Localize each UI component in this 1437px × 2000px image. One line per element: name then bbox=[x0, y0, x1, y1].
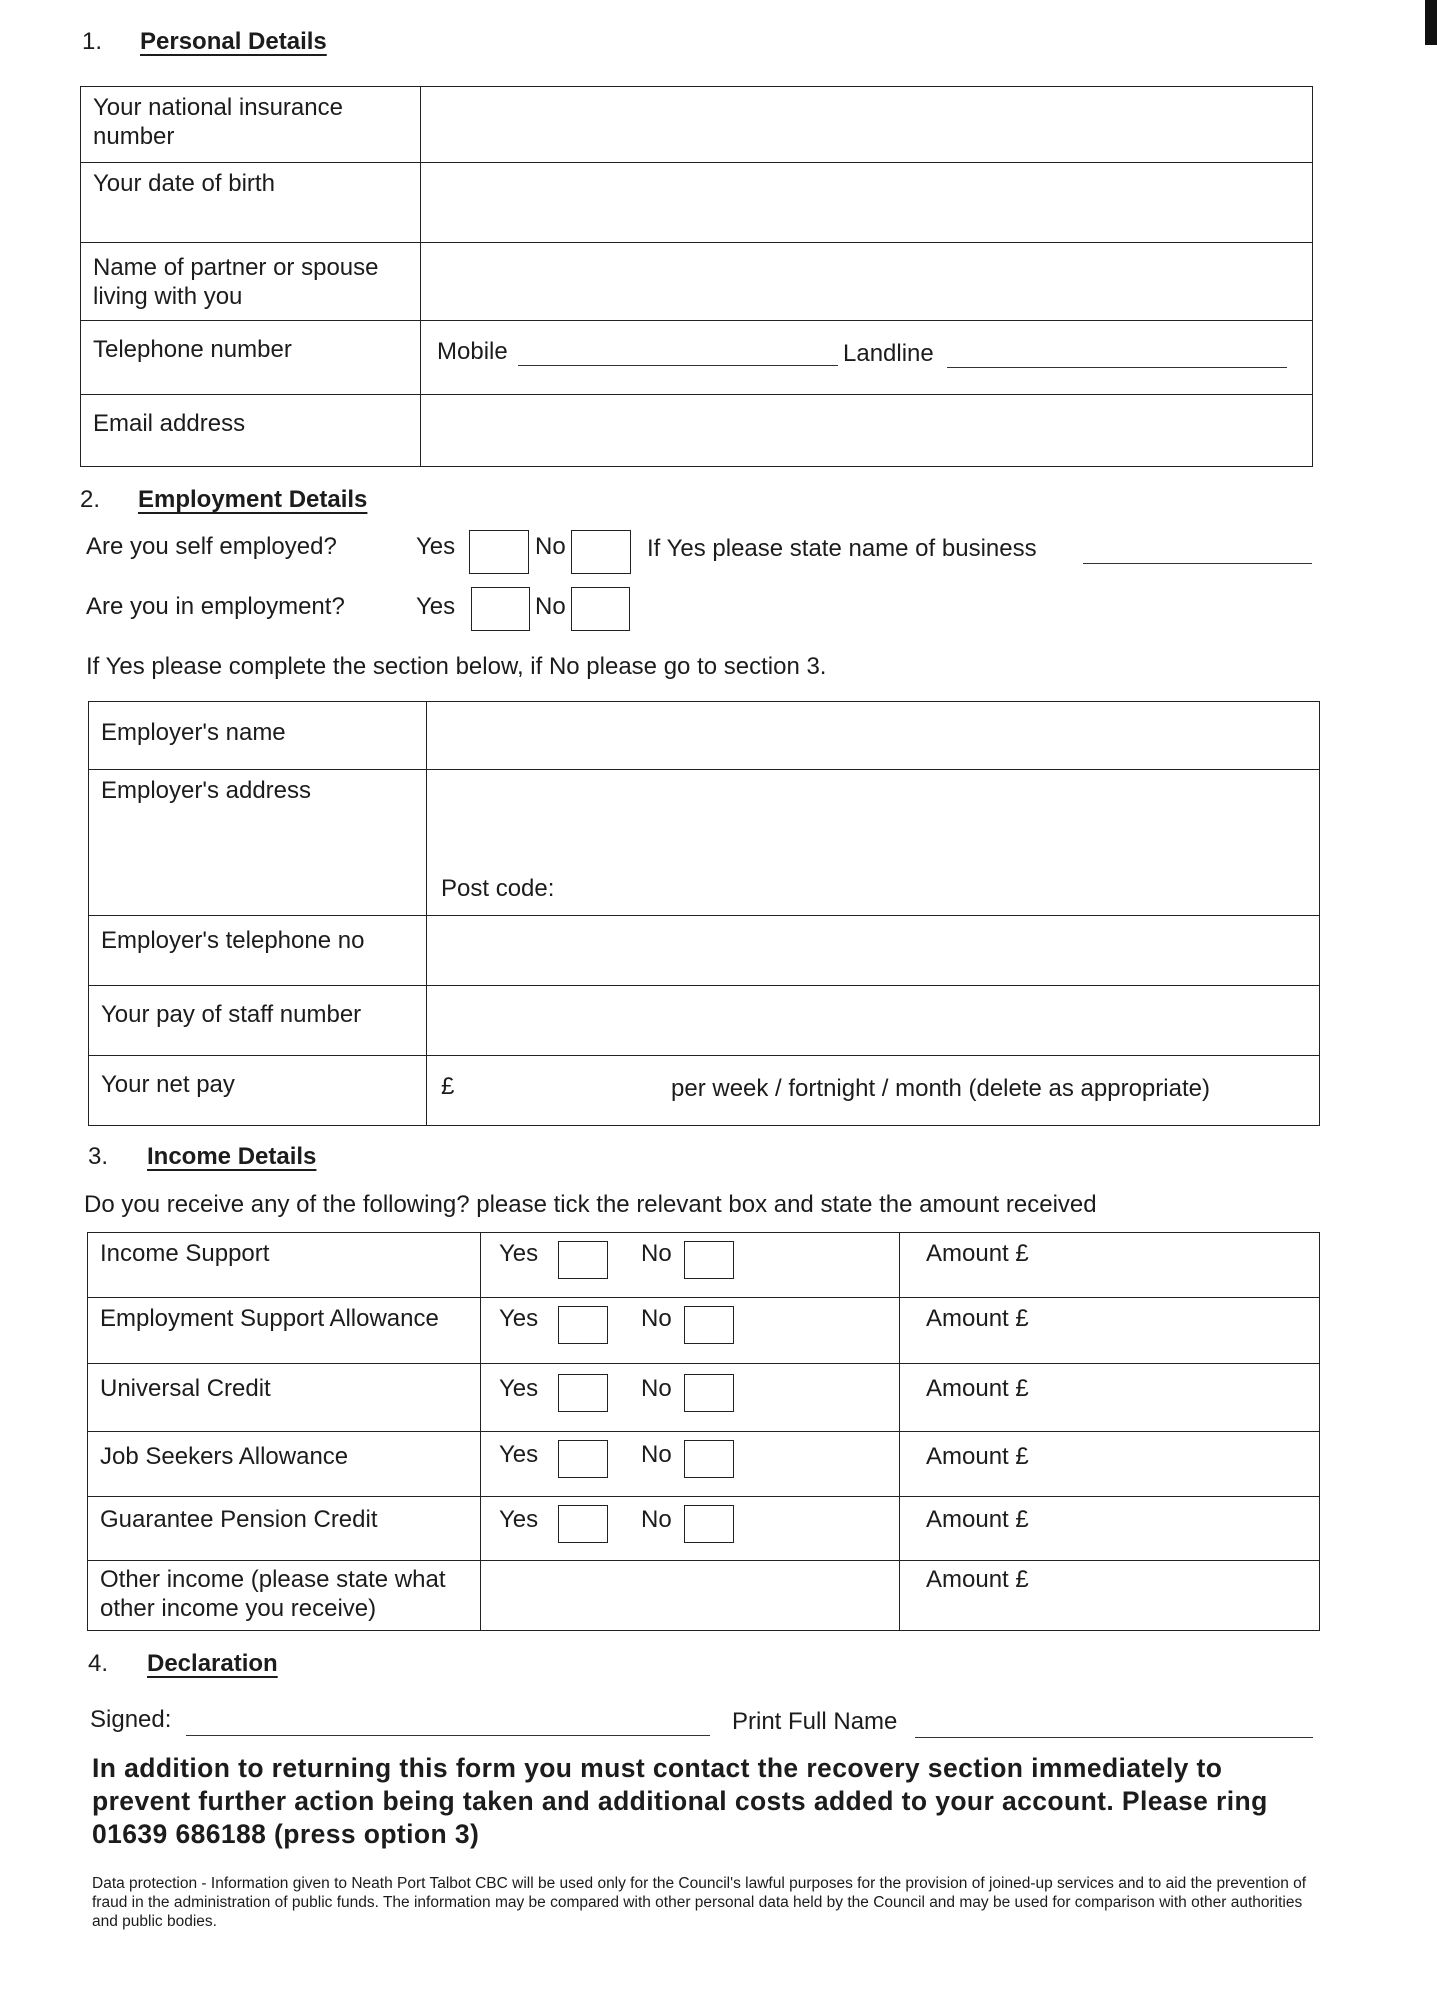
in-employment-yes-checkbox[interactable] bbox=[471, 587, 530, 631]
print-name-field[interactable] bbox=[915, 1737, 1313, 1738]
amount-label: Amount £ bbox=[926, 1506, 1029, 1533]
email-field[interactable] bbox=[421, 395, 1313, 467]
income-no-checkbox[interactable] bbox=[684, 1505, 734, 1543]
currency-symbol: £ bbox=[441, 1073, 455, 1100]
dob-field[interactable] bbox=[421, 163, 1313, 243]
mobile-label: Mobile bbox=[437, 338, 508, 365]
self-employed-question: Are you self employed? bbox=[86, 533, 337, 560]
income-row-label: Employment Support Allowance bbox=[88, 1298, 481, 1364]
income-amount-cell[interactable] bbox=[900, 1497, 1320, 1561]
signature-field[interactable] bbox=[186, 1735, 710, 1736]
section-4-number: 4. bbox=[88, 1650, 109, 1677]
landline-field[interactable] bbox=[947, 367, 1287, 368]
income-no-label: No bbox=[641, 1305, 672, 1332]
signed-label: Signed: bbox=[90, 1706, 172, 1733]
business-name-prompt: If Yes please state name of business bbox=[647, 535, 1037, 562]
income-row-label: Job Seekers Allowance bbox=[88, 1432, 481, 1497]
income-no-checkbox[interactable] bbox=[684, 1374, 734, 1412]
income-row bbox=[88, 1497, 1320, 1561]
self-employed-yes-label: Yes bbox=[416, 533, 456, 560]
scan-edge-mark bbox=[1425, 0, 1437, 45]
amount-label: Amount £ bbox=[926, 1305, 1029, 1332]
net-pay-label: Your net pay bbox=[89, 1056, 427, 1126]
income-amount-cell[interactable] bbox=[900, 1432, 1320, 1497]
net-pay-cell[interactable] bbox=[427, 1056, 1320, 1126]
contact-notice: In addition to returning this form you must contact the recovery section immediately to prevent further action being taken and additional costs added to your account. Please ring 01639 686188 (press option 3) bbox=[92, 1753, 1268, 1849]
in-employment-no-checkbox[interactable] bbox=[571, 587, 630, 631]
income-amount-cell[interactable] bbox=[900, 1298, 1320, 1364]
income-yes-label: Yes bbox=[499, 1506, 539, 1533]
section-4-title: Declaration bbox=[147, 1650, 278, 1677]
income-yes-checkbox[interactable] bbox=[558, 1306, 608, 1344]
ni-field[interactable] bbox=[421, 87, 1313, 163]
income-no-label: No bbox=[641, 1506, 672, 1533]
income-yes-label: Yes bbox=[499, 1305, 539, 1332]
income-row-label: Income Support bbox=[88, 1233, 481, 1298]
self-employed-yes-checkbox[interactable] bbox=[469, 530, 529, 574]
employer-phone-label: Employer's telephone no bbox=[89, 916, 427, 986]
income-row bbox=[88, 1298, 1320, 1364]
employment-instruction: If Yes please complete the section below, if No please go to section 3. bbox=[86, 653, 827, 680]
income-no-checkbox[interactable] bbox=[684, 1440, 734, 1478]
income-question: Do you receive any of the following? please tick the relevant box and state the amount received bbox=[84, 1191, 1097, 1218]
pay-period-text: per week / fortnight / month (delete as appropriate) bbox=[671, 1075, 1210, 1102]
section-3-number: 3. bbox=[88, 1143, 109, 1170]
section-2-title: Employment Details bbox=[138, 486, 368, 513]
income-yes-label: Yes bbox=[499, 1375, 539, 1402]
income-yes-label: Yes bbox=[499, 1441, 539, 1468]
mobile-field[interactable] bbox=[518, 365, 838, 366]
income-row-label: Guarantee Pension Credit bbox=[88, 1497, 481, 1561]
phone-cell bbox=[421, 321, 1313, 395]
in-employment-yes-label: Yes bbox=[416, 593, 456, 620]
ni-label: Your national insurance number bbox=[81, 87, 421, 163]
amount-label: Amount £ bbox=[926, 1240, 1029, 1267]
section-2-number: 2. bbox=[80, 486, 101, 513]
income-no-label: No bbox=[641, 1240, 672, 1267]
income-no-checkbox[interactable] bbox=[684, 1241, 734, 1279]
in-employment-no-label: No bbox=[535, 593, 566, 620]
staff-number-field[interactable] bbox=[427, 986, 1320, 1056]
other-income-label: Other income (please state what other income you receive) bbox=[88, 1561, 481, 1631]
income-no-label: No bbox=[641, 1375, 672, 1402]
section-1-title: Personal Details bbox=[140, 28, 327, 55]
employer-address-label: Employer's address bbox=[89, 770, 427, 916]
email-label: Email address bbox=[81, 395, 421, 467]
income-row bbox=[88, 1432, 1320, 1497]
self-employed-no-checkbox[interactable] bbox=[571, 530, 631, 574]
in-employment-question: Are you in employment? bbox=[86, 593, 345, 620]
income-row bbox=[88, 1364, 1320, 1432]
income-no-label: No bbox=[641, 1441, 672, 1468]
dob-label: Your date of birth bbox=[81, 163, 421, 243]
data-protection-notice: Data protection - Information given to Neath Port Talbot CBC will be used only for the Council's lawful purposes for the provision of joined-up services and to aid the prevention of fraud in the administration of public funds. The information may be compared with other personal data held by the Council and may be used for comparison with other authorities and public bodies. bbox=[92, 1875, 1307, 1930]
income-yes-label: Yes bbox=[499, 1240, 539, 1267]
amount-label: Amount £ bbox=[926, 1566, 1029, 1593]
postcode-label: Post code: bbox=[441, 875, 555, 902]
income-table bbox=[87, 1232, 1320, 1631]
partner-label: Name of partner or spouse living with you bbox=[81, 243, 421, 321]
employer-phone-field[interactable] bbox=[427, 916, 1320, 986]
business-name-field[interactable] bbox=[1083, 563, 1312, 564]
income-row-label: Universal Credit bbox=[88, 1364, 481, 1432]
income-yes-checkbox[interactable] bbox=[558, 1505, 608, 1543]
employer-name-label: Employer's name bbox=[89, 702, 427, 770]
section-3-title: Income Details bbox=[147, 1143, 317, 1170]
staff-number-label: Your pay of staff number bbox=[89, 986, 427, 1056]
section-1-number: 1. bbox=[82, 28, 103, 55]
other-income-field[interactable] bbox=[481, 1561, 900, 1631]
employer-details-table bbox=[88, 701, 1320, 1126]
income-amount-cell[interactable] bbox=[900, 1233, 1320, 1298]
employer-name-field[interactable] bbox=[427, 702, 1320, 770]
income-row-other bbox=[88, 1561, 1320, 1631]
income-yes-checkbox[interactable] bbox=[558, 1241, 608, 1279]
partner-field[interactable] bbox=[421, 243, 1313, 321]
amount-label: Amount £ bbox=[926, 1443, 1029, 1470]
income-amount-cell[interactable] bbox=[900, 1364, 1320, 1432]
print-name-label: Print Full Name bbox=[732, 1708, 898, 1735]
income-yes-checkbox[interactable] bbox=[558, 1374, 608, 1412]
phone-label: Telephone number bbox=[81, 321, 421, 395]
employer-address-cell[interactable] bbox=[427, 770, 1320, 916]
income-row bbox=[88, 1233, 1320, 1298]
income-yes-checkbox[interactable] bbox=[558, 1440, 608, 1478]
self-employed-no-label: No bbox=[535, 533, 566, 560]
landline-label: Landline bbox=[843, 340, 934, 367]
personal-details-table bbox=[80, 86, 1313, 467]
amount-label: Amount £ bbox=[926, 1375, 1029, 1402]
income-no-checkbox[interactable] bbox=[684, 1306, 734, 1344]
income-amount-cell[interactable] bbox=[900, 1561, 1320, 1631]
